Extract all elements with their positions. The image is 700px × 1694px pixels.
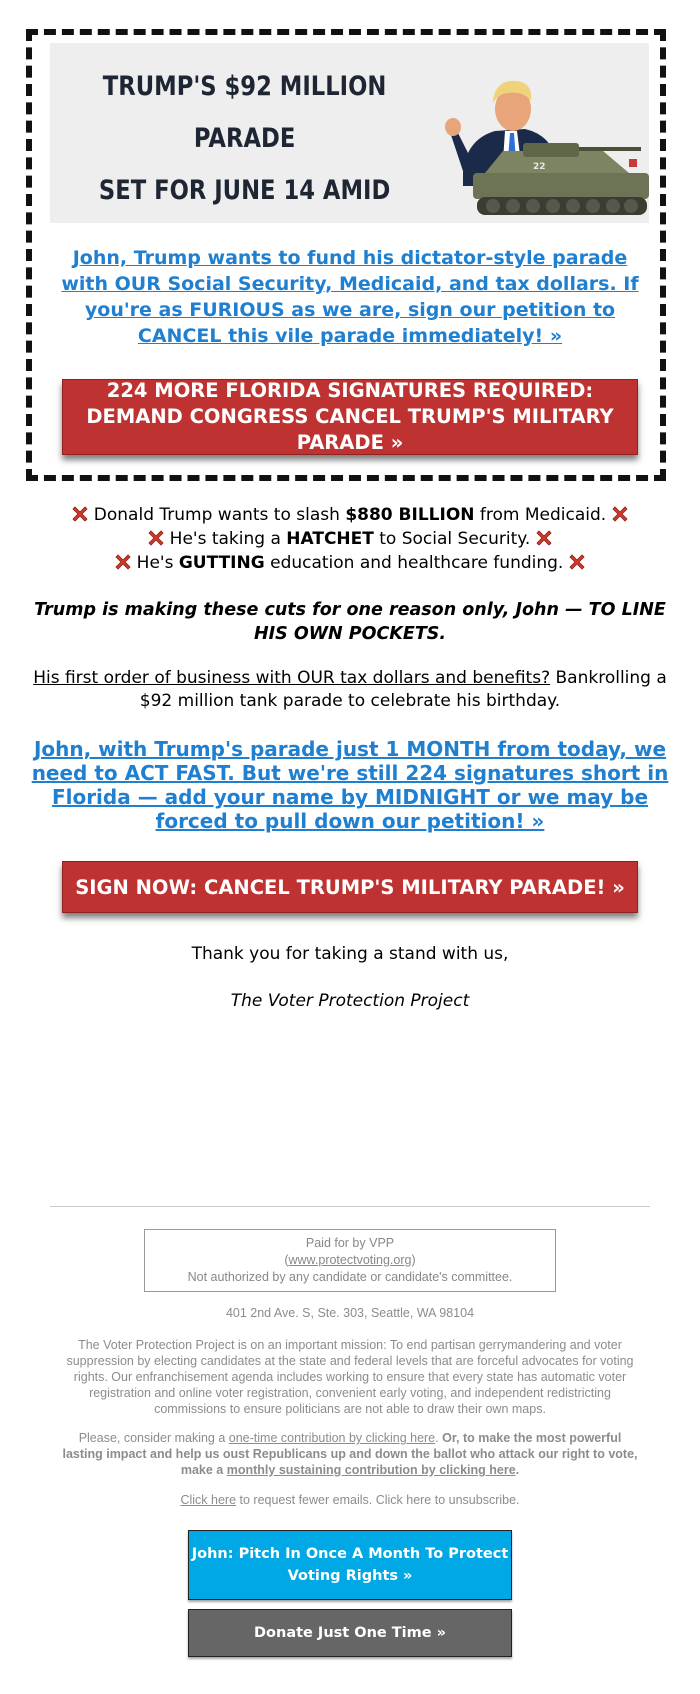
reason-statement: Trump is making these cuts for one reason only, John — TO LINE HIS OWN POCKETS. — [34, 600, 666, 644]
hero-title — [64, 61, 425, 223]
petition-intro-link[interactable]: John, Trump wants to fund his dictator-style parade with OUR Social Security, Medicaid, and tax dollars. If you're as FURIOUS as we are, sign our petition to CANCEL this vile parade immediately! » — [61, 247, 639, 347]
unsubscribe-line — [60, 1492, 640, 1508]
contribution-paragraph — [60, 1430, 640, 1478]
hero-banner[interactable] — [50, 43, 649, 223]
hero-title-line: SET FOR JUNE 14 AMID — [98, 175, 391, 206]
hero-title-line — [64, 217, 425, 223]
consider-dot: . — [435, 1431, 439, 1445]
mission-statement: The Voter Protection Project is on an important mission: To end partisan gerrymandering and voter suppression by electing candidates at the state and federal levels that are forceful advocates for voting rights. Our enfranchisement agenda includes working to ensure that every state has automatic voter registration and online voter registration, convenient early voting, and independent redistricting commissions to ensure politicians are not able to draw their own maps. — [66, 1338, 634, 1416]
one-time-contribution-link[interactable]: one-time contribution by clicking here — [228, 1431, 436, 1445]
bullet-emphasis: HATCHET — [286, 529, 374, 549]
bullet-emphasis: GUTTING — [178, 553, 265, 573]
bullet-text: Donald Trump wants to slash — [93, 505, 346, 525]
website-link[interactable]: www.protectvoting.org — [288, 1253, 412, 1267]
x-mark-icon — [567, 552, 587, 572]
urgent-petition-link[interactable]: John, with Trump's parade just 1 MONTH from today, we need to ACT FAST. But we're still 224 signatures short in Florida — add your name by MIDNIGHT or we may be forced to pull down our petition! » — [31, 737, 669, 833]
unsubscribe-text[interactable]: to request fewer emails. Click here to unsubscribe. — [236, 1493, 520, 1507]
consider-text: Please, consider making a — [78, 1431, 229, 1445]
consider-bold-text: Or, to make the most powerful lasting impact and help us oust Republicans up and down the ballot who attack our right to vote, make a — [62, 1431, 638, 1477]
x-mark-icon — [113, 552, 133, 572]
footer-divider — [50, 1206, 650, 1207]
x-mark-icon — [534, 528, 554, 548]
x-mark-icon — [146, 528, 166, 548]
paid-for-text: Paid for by VPP — [305, 1236, 395, 1250]
paid-for-box — [144, 1229, 556, 1292]
not-authorized-text: Not authorized by any candidate or candidate's committee. — [187, 1270, 513, 1284]
bullet-text: to Social Security. — [373, 529, 531, 549]
bullet-text: He's taking a — [169, 529, 287, 549]
signoff-text: The Voter Protection Project — [230, 991, 470, 1011]
cuts-list — [30, 503, 670, 575]
monthly-contribution-link[interactable]: monthly sustaining contribution by clicking here — [226, 1463, 516, 1477]
sign-now-button[interactable]: SIGN NOW: CANCEL TRUMP'S MILITARY PARADE! » — [62, 861, 638, 913]
address: 401 2nd Ave. S, Ste. 303, Seattle, WA 98104 — [225, 1306, 475, 1320]
first-order-underlined: His first order of business with OUR tax dollars and benefits? — [33, 668, 551, 688]
list-item — [30, 551, 670, 575]
thanks-text: Thank you for taking a stand with us, — [191, 944, 509, 964]
bullet-emphasis: $880 BILLION — [345, 505, 475, 525]
donate-once-button[interactable]: Donate Just One Time » — [188, 1609, 512, 1657]
fewer-emails-link[interactable]: Click here — [180, 1493, 237, 1507]
first-order-paragraph — [30, 667, 670, 713]
list-item — [30, 527, 670, 551]
demand-cancel-parade-button[interactable]: 224 MORE FLORIDA SIGNATURES REQUIRED: DEMAND CONGRESS CANCEL TRUMP'S MILITARY PARADE » — [62, 379, 638, 455]
tank-number: 22 — [533, 162, 546, 172]
paren-open: ( — [284, 1253, 289, 1267]
hero-title-line: TRUMP'S $92 MILLION PARADE — [102, 71, 387, 154]
website-line — [145, 1252, 555, 1269]
x-mark-icon — [610, 504, 630, 524]
first-order-rest: Bankrolling a $92 million tank parade to celebrate his birthday. — [139, 668, 667, 711]
x-mark-icon — [70, 504, 90, 524]
list-item — [30, 503, 670, 527]
paren-close: ) — [411, 1253, 416, 1267]
bullet-text: He's — [136, 553, 179, 573]
bullet-text: from Medicaid. — [474, 505, 607, 525]
trump-tank-image — [433, 51, 649, 223]
bullet-text: education and healthcare funding. — [264, 553, 564, 573]
donate-monthly-button[interactable]: John: Pitch In Once A Month To Protect Voting Rights » — [188, 1530, 512, 1600]
consider-end: . — [515, 1463, 520, 1477]
